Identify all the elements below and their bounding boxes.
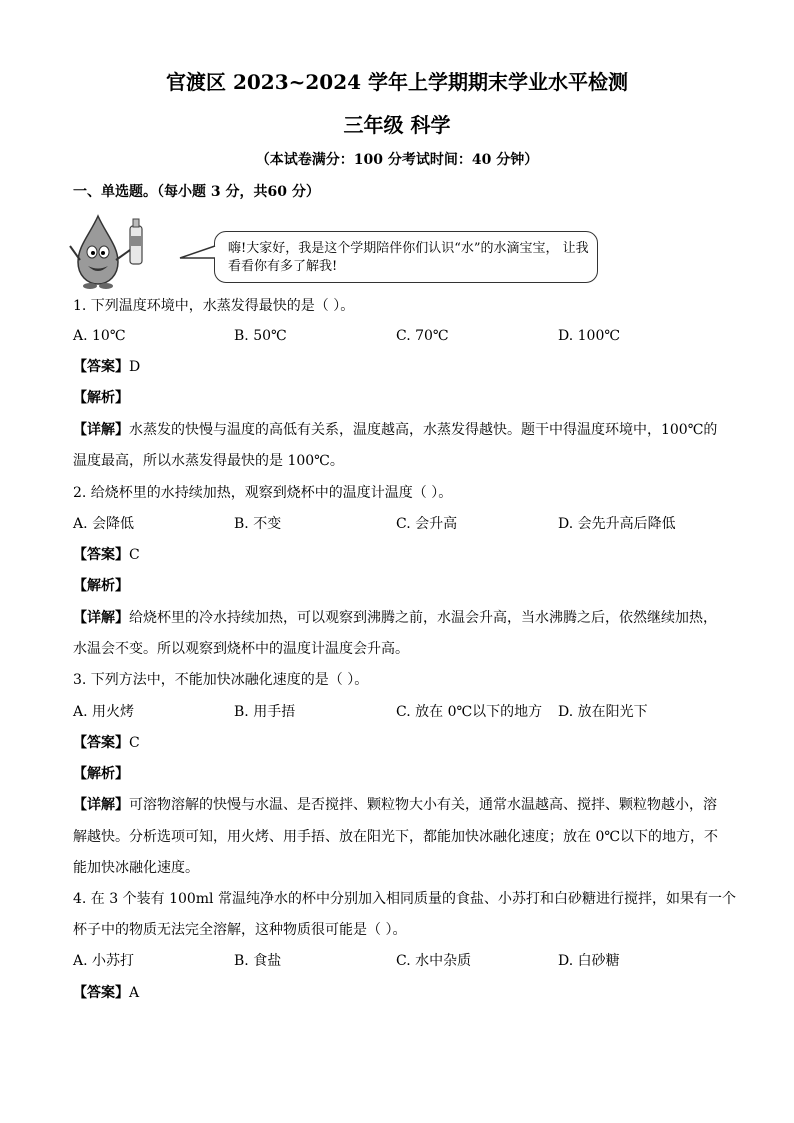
question-3-answer: 【答案】C — [73, 735, 140, 751]
question-2-stem: 2. 给烧杯里的水持续加热，观察到烧杯中的温度计温度（ ）。 — [73, 485, 453, 501]
question-2-answer: 【答案】C — [73, 547, 140, 563]
speech-bubble-text: 嗨!大家好，我是这个学期陪伴你们认识“水”的水滴宝宝， 让我看看你有多了解我! — [228, 241, 589, 274]
question-2-option-c: C. 会升高 — [396, 516, 458, 532]
question-3-analysis-label: 【解析】 — [73, 766, 129, 782]
question-3-stem: 3. 下列方法中，不能加快冰融化速度的是（ ）。 — [73, 672, 369, 688]
question-1-detail-line-1: 【详解】水蒸发的快慢与温度的高低有关系，温度越高，水蒸发得越快。题干中得温度环境中，100℃的 — [73, 422, 718, 438]
question-2-analysis-label: 【解析】 — [73, 578, 129, 594]
question-2-detail-line-2: 水温会不变。所以观察到烧杯中的温度计温度会升高。 — [73, 641, 409, 657]
question-4-option-b: B. 食盐 — [234, 953, 282, 969]
question-1-option-c: C. 70℃ — [396, 328, 449, 344]
question-3-detail-line-3: 能加快冰融化速度。 — [73, 860, 199, 876]
exam-title: 官渡区 2023~2024 学年上学期期末学业水平检测 — [165, 70, 628, 94]
exam-note: （本试卷满分：100 分考试时间：40 分钟） — [255, 152, 539, 168]
question-1-option-d: D. 100℃ — [558, 328, 621, 344]
question-1-answer: 【答案】D — [73, 359, 141, 375]
question-3-option-d: D. 放在阳光下 — [558, 704, 648, 720]
water-drop-mascot-icon — [68, 212, 158, 290]
question-4-answer: 【答案】A — [73, 985, 140, 1001]
question-4-option-c: C. 水中杂质 — [396, 953, 472, 969]
question-4-option-d: D. 白砂糖 — [558, 953, 620, 969]
question-1-option-a: A. 10℃ — [73, 328, 126, 344]
question-4-stem-line-2: 杯子中的物质无法完全溶解，这种物质很可能是（ ）。 — [73, 922, 407, 938]
speech-bubble-tail — [178, 244, 218, 264]
question-4-stem-line-1: 4. 在 3 个装有 100ml 常温纯净水的杯中分别加入相同质量的食盐、小苏打和白砂糖进行搅拌，如果有一个 — [73, 891, 736, 907]
question-1-analysis-label: 【解析】 — [73, 390, 129, 406]
exam-subject: 三年级 科学 — [343, 113, 451, 137]
section-heading: 一、单选题。（每小题 3 分，共60 分） — [73, 184, 320, 200]
question-3-option-a: A. 用火烤 — [73, 704, 135, 720]
question-1-option-b: B. 50℃ — [234, 328, 287, 344]
question-3-detail-line-1: 【详解】可溶物溶解的快慢与水温、是否搅拌、颗粒物大小有关，通常水温越高、搅拌、颗粒物越小，溶 — [73, 797, 717, 813]
question-2-detail-line-1: 【详解】给烧杯里的冷水持续加热，可以观察到沸腾之前，水温会升高，当水沸腾之后，依然继续加热， — [73, 610, 717, 626]
question-2-option-a: A. 会降低 — [73, 516, 135, 532]
question-2-option-d: D. 会先升高后降低 — [558, 516, 676, 532]
question-4-option-a: A. 小苏打 — [73, 953, 135, 969]
question-1-stem: 1. 下列温度环境中，水蒸发得最快的是（ ）。 — [73, 298, 355, 314]
question-3-option-b: B. 用手捂 — [234, 704, 296, 720]
question-3-option-c: C. 放在 0℃以下的地方 — [396, 704, 543, 720]
question-2-option-b: B. 不变 — [234, 516, 282, 532]
question-3-detail-line-2: 解越快。分析选项可知，用火烤、用手捂、放在阳光下，都能加快冰融化速度；放在 0℃以下的地方，不 — [73, 829, 719, 845]
question-1-detail-line-2: 温度最高，所以水蒸发得最快的是 100℃。 — [73, 453, 344, 469]
